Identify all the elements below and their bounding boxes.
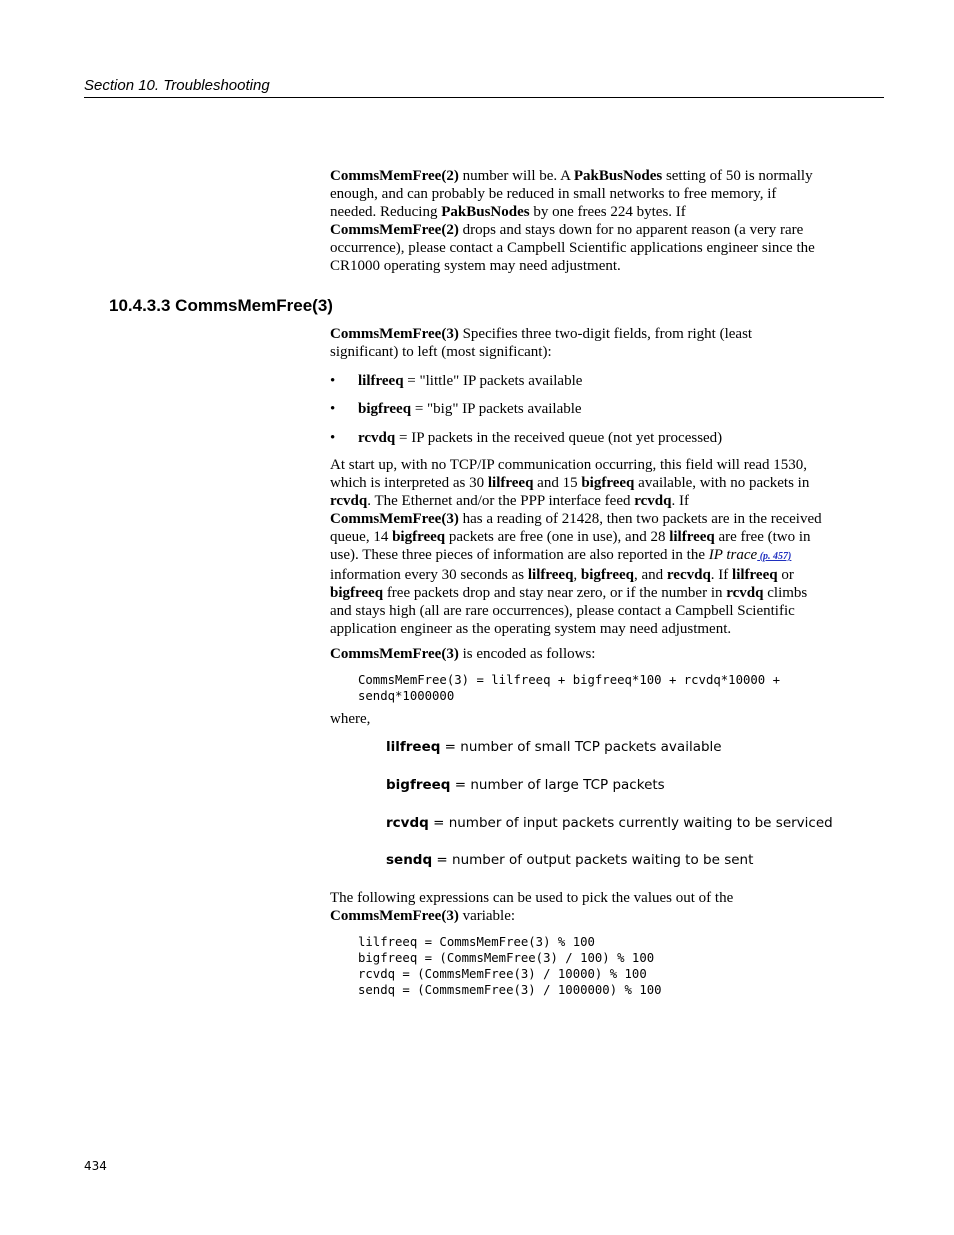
definition-item: sendq = number of output packets waiting to be sent: [386, 852, 754, 868]
page-cross-reference-link[interactable]: (p. 457): [757, 551, 792, 562]
page-number: 434: [84, 1159, 107, 1173]
following-paragraph: The following expressions can be used to pick the values out of the CommsMemFree(3) variable:: [330, 890, 734, 924]
encoded-paragraph: CommsMemFree(3) is encoded as follows:: [330, 646, 596, 662]
section-heading: 10.4.3.3 CommsMemFree(3): [109, 296, 333, 315]
bullet-icon: •: [330, 401, 336, 417]
spec-paragraph: CommsMemFree(3) Specifies three two-digit fields, from right (least significant) to left (most significant):: [330, 326, 753, 360]
ip-trace-term: IP trace: [708, 547, 758, 563]
bullet-icon: •: [330, 430, 336, 446]
term-pakbusnodes: PakBusNodes: [573, 168, 663, 184]
intro-paragraph: CommsMemFree(2) number will be. A PakBusNodes setting of 50 is normally enough, and can probably be reduced in small networks to free memory, if needed. Reducing PakBusNodes by one frees 224 bytes. If CommsMemFree(2) drops and stays down for no apparent reason (a very rare occurrence), please contact a Campbell Scientific applications engineer since the CR1000 operating system may need adjustment.: [330, 168, 815, 274]
definition-item: bigfreeq = number of large TCP packets: [386, 777, 665, 793]
definition-item: rcvdq = number of input packets currently waiting to be serviced: [386, 815, 833, 831]
bullet-icon: •: [330, 373, 336, 389]
definition-item: lilfreeq = number of small TCP packets available: [386, 739, 722, 755]
term-commsmemfree2: CommsMemFree(2): [330, 168, 459, 184]
code-block-encoding: CommsMemFree(3) = lilfreeq + bigfreeq*100 + rcvdq*10000 + sendq*1000000: [358, 673, 780, 703]
code-block-expressions: lilfreeq = CommsMemFree(3) % 100 bigfreeq = (CommsMemFree(3) / 100) % 100 rcvdq = (CommsMemFree(3) / 10000) % 100 sendq = (CommsmemFree(3) / 1000000) % 100: [358, 935, 662, 997]
startup-paragraph: At start up, with no TCP/IP communication occurring, this field will read 1530, which is interpreted as 30 lilfreeq and 15 bigfreeq available, with no packets in rcvdq. The Ethernet and/or the PPP interface feed rcvdq. If CommsMemFree(3) has a reading of 21428, then two packets are in the received queue, 14 bigfreeq packets are free (one in use), and 28 lilfreeq are free (two in use). These three pieces of information are also reported in the IP trace (p. 457) information every 30 seconds as lilfreeq, bigfreeq, and recvdq. If lilfreeq or bigfreeq free packets drop and stay near zero, or if the number in rcvdq climbs and stays high (all are rare occurrences), please contact a Campbell Scientific application engineer as the operating system may need adjustment.: [330, 457, 822, 637]
where-text: where,: [330, 711, 371, 727]
running-header: Section 10. Troubleshooting: [84, 76, 884, 98]
